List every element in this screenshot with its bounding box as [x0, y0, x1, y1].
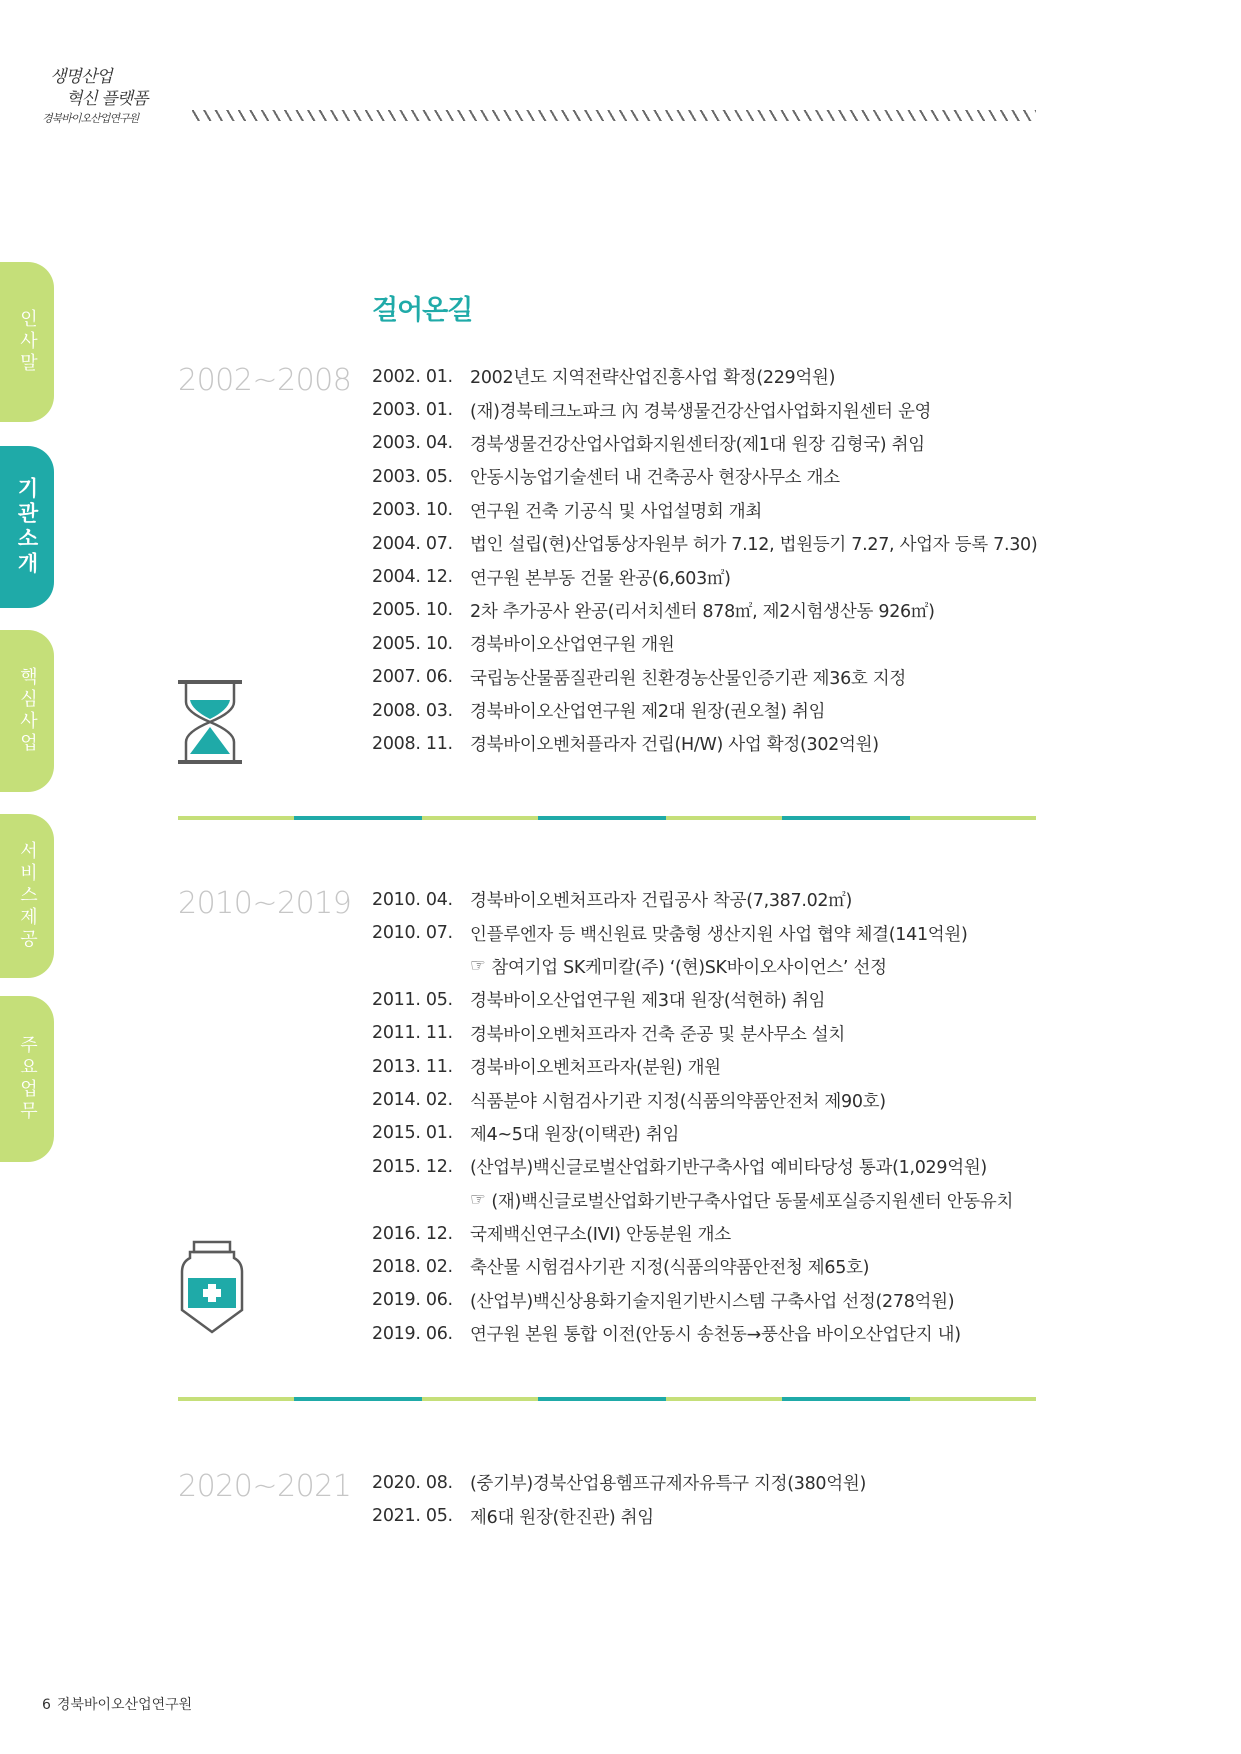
- timeline-date: 2004. 12.: [372, 567, 453, 588]
- timeline-date: 2003. 04.: [372, 433, 453, 454]
- timeline-item: [372, 727, 1037, 760]
- pointing-hand-icon: ☞: [470, 1190, 486, 1211]
- timeline-date: 2018. 02.: [372, 1256, 453, 1277]
- timeline-item: [372, 460, 1037, 493]
- timeline-text: 국립농산물품질관리원 친환경농산물인증기관 제36호 지정: [470, 668, 906, 689]
- timeline-text: (산업부)백신상용화기술지원기반시스템 구축사업 선정(278억원): [470, 1291, 955, 1312]
- timeline-date: 2005. 10.: [372, 633, 453, 654]
- logo-line-1: 생명산업: [50, 67, 112, 87]
- timeline-text: (중기부)경북산업용헴프규제자유특구 지정(380억원): [470, 1474, 866, 1495]
- timeline-text: 경북생물건강산업사업화지원센터장(제1대 원장 김형국) 취임: [470, 434, 925, 455]
- timeline-item: [372, 1466, 866, 1499]
- timeline-text: 2차 추가공사 완공(리서치센터 878㎡, 제2시험생산동 926㎡): [470, 601, 935, 622]
- timeline-text: 국제백신연구소(IVI) 안동분원 개소: [470, 1225, 731, 1246]
- pointing-hand-icon: ☞: [470, 956, 486, 977]
- timeline-date: 2020. 08.: [372, 1472, 453, 1493]
- timeline-item: [372, 1017, 1013, 1050]
- timeline-list: [372, 1466, 866, 1533]
- timeline-item: [372, 560, 1037, 593]
- period-label: 2020~2021: [178, 1469, 352, 1504]
- timeline-item: [372, 883, 1013, 916]
- timeline-text: 인플루엔자 등 백신원료 맞춤형 생산지원 사업 협약 체결(141억원): [470, 924, 968, 945]
- timeline-text: 경북바이오산업연구원 제2대 원장(권오철) 취임: [470, 702, 826, 723]
- timeline-item: [372, 916, 1013, 949]
- side-tab-greeting[interactable]: [0, 262, 54, 422]
- timeline-date: 2005. 10.: [372, 600, 453, 621]
- timeline-date: 2008. 11.: [372, 733, 453, 754]
- header-hatch-divider: [192, 110, 1036, 121]
- timeline-note: [372, 950, 1013, 983]
- side-tab-label: 인사말: [17, 309, 38, 375]
- timeline-date: 2003. 05.: [372, 466, 453, 487]
- medicine-bottle-icon: [176, 1240, 248, 1336]
- timeline-item: [372, 427, 1037, 460]
- page-footer: [42, 1694, 192, 1714]
- timeline-date: 2011. 05.: [372, 989, 453, 1010]
- timeline-list: [372, 883, 1013, 1350]
- timeline-item: [372, 1083, 1013, 1116]
- timeline-item: [372, 594, 1037, 627]
- period-label: 2002~2008: [178, 363, 352, 398]
- timeline-text: 연구원 본부동 건물 완공(6,603㎡): [470, 568, 731, 589]
- timeline-item: [372, 494, 1037, 527]
- side-tab-label: 서비스제공: [17, 841, 38, 951]
- page-number: 6: [42, 1697, 51, 1713]
- timeline-date: 2011. 11.: [372, 1023, 453, 1044]
- timeline-text: 경북바이오산업연구원 제3대 원장(석현하) 취임: [470, 991, 826, 1012]
- side-tab-main-tasks[interactable]: [0, 996, 54, 1162]
- timeline-text: 연구원 건축 기공식 및 사업설명회 개최: [470, 501, 762, 522]
- timeline-text: 법인 설립(현)산업통상자원부 허가 7.12, 법원등기 7.27, 사업자 등록 7.30): [470, 535, 1038, 556]
- timeline-text: 안동시농업기술센터 내 건축공사 현장사무소 개소: [470, 468, 840, 489]
- timeline-item: [372, 983, 1013, 1016]
- timeline-item: [372, 1284, 1013, 1317]
- page-title: 걸어온길: [372, 295, 473, 326]
- timeline-date: 2014. 02.: [372, 1090, 453, 1111]
- timeline-list: [372, 360, 1037, 761]
- section-divider: [178, 816, 1036, 820]
- side-tab-label: 기관소개: [15, 477, 39, 577]
- logo-line-2: 혁신 플랫폼: [66, 89, 148, 109]
- timeline-text: 경북바이오벤처프라자 건립공사 착공(7,387.02㎡): [470, 891, 852, 912]
- timeline-text: 제4~5대 원장(이택관) 취임: [470, 1124, 680, 1145]
- side-tab-services[interactable]: [0, 814, 54, 978]
- timeline-text: 경북바이오벤처플라자 건립(H/W) 사업 확정(302억원): [470, 735, 879, 756]
- timeline-item: [372, 360, 1037, 393]
- timeline-item: [372, 1117, 1013, 1150]
- timeline-date: 2004. 07.: [372, 533, 453, 554]
- timeline-date: 2021. 05.: [372, 1506, 453, 1527]
- timeline-text: (재)경북테크노파크 內 경북생물건강산업사업화지원센터 운영: [470, 401, 932, 422]
- logo-line-3: 경북바이오산업연구원: [42, 112, 139, 125]
- timeline-date: 2010. 07.: [372, 923, 453, 944]
- timeline-item: [372, 627, 1037, 660]
- timeline-item: [372, 661, 1037, 694]
- timeline-date: 2002. 01.: [372, 366, 453, 387]
- timeline-text: 경북바이오산업연구원 개원: [470, 635, 675, 656]
- timeline-text: 경북바이오벤처프라자 건축 준공 및 분사무소 설치: [470, 1024, 846, 1045]
- timeline-item: [372, 1499, 866, 1532]
- timeline-item: [372, 1050, 1013, 1083]
- timeline-text: 참여기업 SK케미칼(주) ‘(현)SK바이오사이언스’ 선정: [491, 957, 887, 978]
- timeline-text: 축산물 시험검사기관 지정(식품의약품안전청 제65호): [470, 1258, 870, 1279]
- side-tab-about[interactable]: [0, 446, 54, 608]
- timeline-date: 2019. 06.: [372, 1290, 453, 1311]
- side-tab-core-business[interactable]: [0, 630, 54, 792]
- timeline-text: (산업부)백신글로벌산업화기반구축사업 예비타당성 통과(1,029억원): [470, 1158, 987, 1179]
- timeline-date: 2013. 11.: [372, 1056, 453, 1077]
- footer-org-name: 경북바이오산업연구원: [56, 1697, 193, 1713]
- timeline-date: 2003. 01.: [372, 400, 453, 421]
- timeline-item: [372, 1250, 1013, 1283]
- timeline-date: 2008. 03.: [372, 700, 453, 721]
- timeline-text: (재)백신글로벌산업화기반구축사업단 동물세포실증지원센터 안동유치: [491, 1191, 1014, 1212]
- timeline-text: 경북바이오벤처프라자(분원) 개원: [470, 1058, 721, 1079]
- timeline-item: [372, 1217, 1013, 1250]
- timeline-date: 2016. 12.: [372, 1223, 453, 1244]
- timeline-text: 제6대 원장(한진관) 취임: [470, 1507, 654, 1528]
- timeline-date: 2003. 10.: [372, 500, 453, 521]
- hourglass-icon: [178, 680, 242, 764]
- timeline-text: 식품분야 시험검사기관 지정(식품의약품안전처 제90호): [470, 1091, 886, 1112]
- period-label: 2010~2019: [178, 886, 352, 921]
- brand-logo: [42, 58, 172, 130]
- timeline-item: [372, 1317, 1013, 1350]
- timeline-text: 연구원 본원 통합 이전(안동시 송천동→풍산읍 바이오산업단지 내): [470, 1325, 961, 1346]
- timeline-item: [372, 694, 1037, 727]
- timeline-date: 2015. 12.: [372, 1156, 453, 1177]
- timeline-note: [372, 1184, 1013, 1217]
- side-tab-label: 핵심사업: [17, 667, 38, 755]
- section-divider: [178, 1397, 1036, 1401]
- timeline-date: 2010. 04.: [372, 889, 453, 910]
- timeline-item: [372, 527, 1037, 560]
- timeline-date: 2019. 06.: [372, 1323, 453, 1344]
- timeline-item: [372, 393, 1037, 426]
- timeline-date: 2007. 06.: [372, 667, 453, 688]
- timeline-date: 2015. 01.: [372, 1123, 453, 1144]
- side-tab-label: 주요업무: [17, 1035, 38, 1123]
- timeline-text: 2002년도 지역전략산업진흥사업 확정(229억원): [470, 368, 836, 389]
- timeline-item: [372, 1150, 1013, 1183]
